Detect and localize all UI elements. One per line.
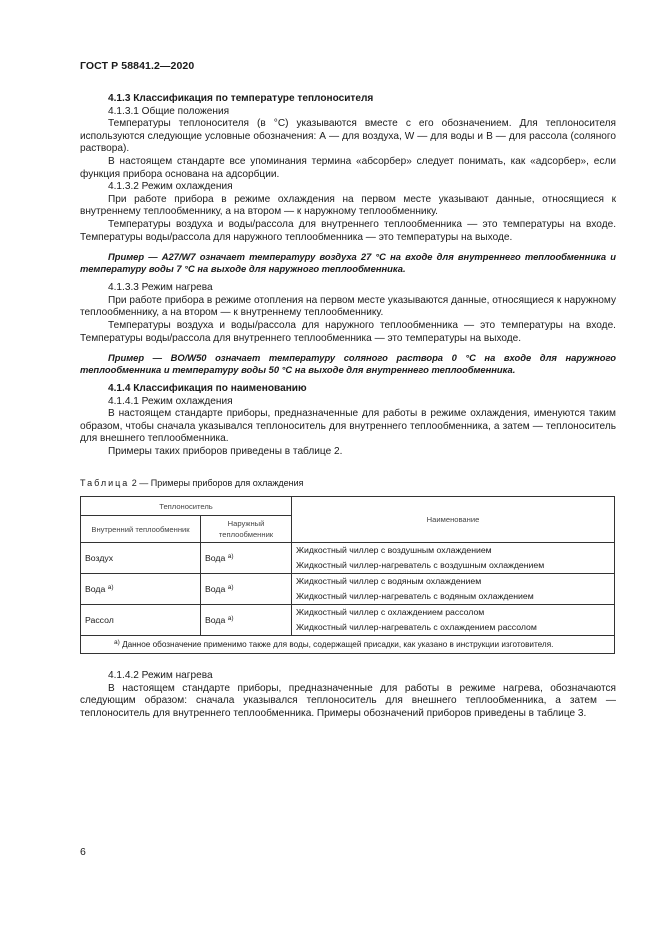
example-note: Пример — A27/W7 означает температуру воздуха 27 °С на входе для внутреннего теплообменника и температуру воды 7 °С на выходе для наружного теплообменника. (80, 251, 616, 275)
table-row (81, 574, 615, 590)
device-name-cell: Жидкостный чиллер с водяным охлаждением (292, 574, 615, 590)
device-name-cell: Жидкостный чиллер-нагреватель с водяным охлаждением (292, 589, 615, 605)
table-caption-text: 2 — Примеры приборов для охлаждения (129, 477, 304, 488)
section-4-1-3-1-title: 4.1.3.1 Общие положения (108, 105, 230, 117)
section-4-1-4-1-title: 4.1.4.1 Режим охлаждения (108, 395, 233, 407)
section-4-1-3-title: 4.1.3 Классификация по температуре теплоносителя (108, 93, 374, 104)
outer-coolant-cell: Вода $^{а)}$ (201, 605, 292, 636)
paragraph: В настоящем стандарте все упоминания термина «абсорбер» следует понимать, как «адсорбер», если функция прибора основана на адсорбции. (80, 155, 616, 180)
section-4-1-4-2-title: 4.1.4.2 Режим нагрева (108, 670, 213, 682)
paragraph: Температуры воздуха и воды/рассола для внутреннего теплообменника — это температуры на входе. Температуры воды/рассола для наружного теплообменника — это температуры на выходе. (80, 218, 616, 243)
device-name-cell: Жидкостный чиллер-нагреватель с воздушным охлаждением (292, 558, 615, 574)
paragraph: Температуры воздуха и воды/рассола для наружного теплообменника — это температуры на входе. Температуры воды/рассола для внутреннего теплообменника — это температуры на выходе. (80, 319, 616, 344)
paragraph: При работе прибора в режиме охлаждения на первом месте указывают данные, относящиеся к внутреннему теплообменнику, а на втором — к наружному теплообменнику. (80, 193, 616, 218)
table-footnote (81, 636, 615, 654)
section-4-1-3-3-title: 4.1.3.3 Режим нагрева (108, 282, 213, 294)
paragraph: Примеры таких приборов приведены в таблице 2. (108, 446, 343, 458)
device-name-cell: Жидкостный чиллер-нагреватель с охлаждением рассолом (292, 620, 615, 636)
document-body (80, 93, 616, 721)
footnote-mark: а) (114, 639, 120, 647)
paragraph: При работе прибора в режиме отопления на первом месте указываются данные, относящиеся к наружному теплообменнику, а на втором — к внутреннему теплообменнику. (80, 294, 616, 319)
table-header-row (81, 497, 615, 516)
name-column-header: Наименование (292, 497, 615, 543)
section-4-1-4-title: 4.1.4 Классификация по наименованию (108, 383, 307, 395)
section-4-1-3-2-title: 4.1.3.2 Режим охлаждения (108, 181, 233, 193)
table-row (81, 543, 615, 559)
table-caption (80, 477, 616, 490)
table-footnote-row (81, 636, 615, 654)
coolant-group-header: Теплоноситель (81, 497, 292, 516)
page-number: 6 (80, 846, 86, 858)
outer-coolant-cell: Вода $^{а)}$ (201, 543, 292, 574)
inner-coolant-cell: Рассол (81, 605, 201, 636)
example-note: Пример — BO/W50 означает температуру соляного раствора 0 °С на входе для наружного теплообменника и температуру воды 50 °С на выходе для внутреннего теплообменника. (80, 352, 616, 376)
outer-coolant-cell: Вода $^{а)}$ (201, 574, 292, 605)
inner-coolant-cell: Вода $^{а)}$ (81, 574, 201, 605)
paragraph: В настоящем стандарте приборы, предназначенные для работы в режиме охлаждения, именуются таким образом, чтобы сначала указывался теплоноситель для внутреннего теплообменника, а затем — теплоноситель для внешнего теплообменника. (80, 408, 616, 445)
device-name-cell: Жидкостный чиллер с воздушным охлаждением (292, 543, 615, 559)
document-header: ГОСТ Р 58841.2—2020 (80, 60, 195, 72)
examples-table (80, 496, 615, 654)
outer-exchanger-header: Наружный теплообменник (201, 516, 292, 543)
table-row (81, 605, 615, 621)
paragraph: Температуры теплоносителя (в °С) указываются вместе с его обозначением. Для теплоносителя используются следующие условные обозначения: А — для воздуха, W — для воды и В — для рассола (соляного раствора). (80, 118, 616, 155)
footnote-text: Данное обозначение применимо также для воды, содержащей присадки, как указано в инструкции изготовителя. (122, 640, 554, 650)
inner-exchanger-header: Внутренний теплообменник (81, 516, 201, 543)
table-caption-label: Таблица (80, 477, 130, 488)
paragraph: В настоящем стандарте приборы, предназначенные для работы в режиме нагрева, обозначаются следующим образом: сначала указывался теплоноситель для внешнего теплообменника, а затем — теплоноситель для внутреннего теплообменника. Примеры обозначений приборов приведены в таблице 3. (80, 682, 616, 720)
device-name-cell: Жидкостный чиллер с охлаждением рассолом (292, 605, 615, 621)
inner-coolant-cell: Воздух (81, 543, 201, 574)
